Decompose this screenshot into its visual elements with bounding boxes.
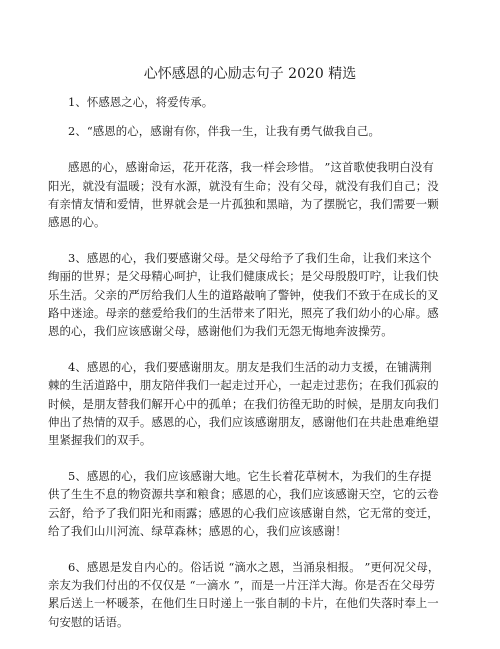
page-title: 心怀感恩的心励志句子 2020 精选: [143, 66, 357, 82]
document-body: [48, 93, 440, 649]
paragraph-1: 1、怀感恩之心，将爱传承。: [68, 95, 214, 109]
paragraph-7: 6、感恩是发自内心的。俗话说 “滴水之恩，当涌泉相报。 ”更何况父母，亲友为我们付出的不仅仅是 “一滴水 ”，而是一片汪洋大海。你是否在父母劳累后送上一杯暖茶，在他们生日时递上一张自制的卡片，在他们失落时奉上一句安慰的话语。: [48, 560, 440, 629]
paragraph-3: 感恩的心，感谢命运，花开花落，我一样会珍惜。 ”这首歌使我明白没有阳光，就没有温暖；没有水源，就没有生命；没有父母，就没有我们自己；没有亲情友情和爱情，世界就会是一片孤独和黑暗，为了摆脱它，我们需要一颗感恩的心。: [48, 160, 439, 230]
paragraph-4: 3、感恩的心，我们要感谢父母。是父母给予了我们生命，让我们来这个绚丽的世界；是父母精心呵护，让我们健康成长；是父母殷殷叮咛，让我们快乐生活。父亲的严厉给我们人生的道路敲响了警钟，使我们不致于在成长的叉路中迷途。母亲的慈爱给我们的生活带来了阳光，照亮了我们幼小的心扉。感恩的心，我们应该感谢父母，感谢他们为我们无怨无悔地奔波操劳。: [48, 251, 439, 339]
paragraph-2: 2、“感恩的心，感谢有你，伴我一生，让我有勇气做我自己。: [68, 124, 381, 139]
paragraph-5: 4、感恩的心，我们要感谢朋友。朋友是我们生活的动力支援，在铺满荆棘的生活道路中，朋友陪伴我们一起走过开心，一起走过悲伤；在我们孤寂的时候，是朋友替我们解开心中的孤单；在我们彷徨无助的时候，是朋友向我们伸出了热情的双手。感恩的心，我们应该感谢朋友，感谢他们在共赴患难绝望里紧握我们的双手。: [48, 360, 439, 448]
paragraph-6: 5、感恩的心，我们应该感谢大地。它生长着花草树木，为我们的生存提供了生生不息的物资源共享和粮食；感恩的心，我们应该感谢天空，它的云卷云舒，给予了我们阳光和雨露；感恩的心我们应该感谢自然，它无常的变迁，给了我们山川河流、绿草森林；感恩的心，我们应该感谢！: [48, 469, 439, 538]
